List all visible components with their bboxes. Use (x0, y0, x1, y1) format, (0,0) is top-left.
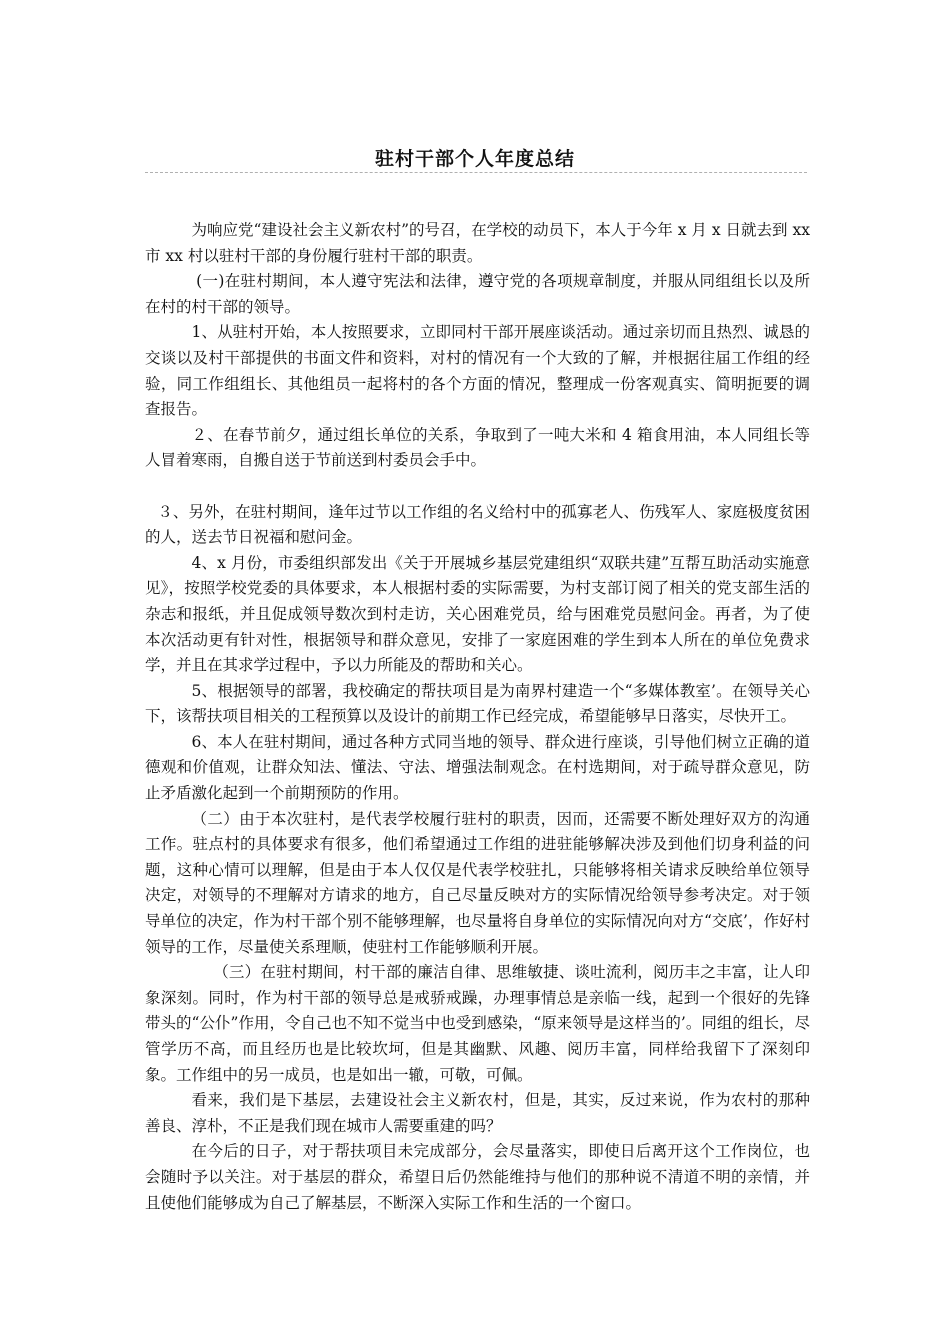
paragraph-item-6: 6、本人在驻村期间，通过各种方式同当地的领导、群众进行座谈，引导他们树立正确的道德观和价值观，让群众知法、懂法、守法、增强法制观念。在村选期间，对于疏导群众意见，防止矛盾激化起到一个前期预防的作用。 (145, 732, 810, 803)
paragraph-item-4: 4、x 月份，市委组织部发出《关于开展城乡基层党建组织“双联共建”互帮互助活动实施意见》，按照学校党委的具体要求，本人根据村委的实际需要，为村支部订阅了相关的党支部生活的杂志和报纸，并且促成领导数次到村走访，关心困难党员，给与困难党员慰问金。再者，为了使本次活动更有针对性，根据领导和群众意见，安排了一家庭困难的学生到本人所在的单位免费求学，并且在其求学过程中，予以力所能及的帮助和关心。 (145, 553, 810, 675)
paragraph-section-2: （二）由于本次驻村，是代表学校履行驻村的职责，因而，还需要不断处理好双方的沟通工作。驻点村的具体要求有很多，他们希望通过工作组的进驻能够解决涉及到他们切身利益的问题，这种心情可以理解，但是由于本人仅仅是代表学校驻扎，只能够将相关请求反映给单位领导决定，对领导的不理解对方请求的地方，自己尽量反映对方的实际情况给领导参考决定。对于领导单位的决定，作为村干部个别不能够理解，也尽量将自身单位的实际情况向对方“交底’，作好村领导的工作，尽量使关系理顺，使驻村工作能够顺利开展。 (145, 809, 810, 956)
paragraph-intro: 为响应党“建设社会主义新农村”的号召，在学校的动员下，本人于今年 x 月 x 日就去到 xx 市 xx 村以驻村干部的身份履行驻村干部的职责。 (145, 221, 810, 265)
document-body (145, 218, 810, 1216)
paragraph-item-2: ２、在春节前夕，通过组长单位的关系，争取到了一吨大米和 4 箱食用油，本人同组长等人冒着寒雨，自搬自送于节前送到村委员会手中。 (145, 425, 810, 470)
paragraph-conclusion: 在今后的日子，对于帮扶项目未完成部分，会尽量落实，即使日后离开这个工作岗位，也会随时予以关注。对于基层的群众，希望日后仍然能维持与他们的那种说不清道不明的亲情，并且使他们能够成为自己了解基层，不断深入实际工作和生活的一个窗口。 (145, 1142, 810, 1212)
paragraph-reflection: 看来，我们是下基层，去建设社会主义新农村，但是，其实，反过来说，作为农村的那种善良、淳朴，不正是我们现在城市人需要重建的吗？ (145, 1091, 810, 1135)
paragraph-item-3: ３、另外，在驻村期间，逢年过节以工作组的名义给村中的孤寡老人、伤残军人、家庭极度贫困的人，送去节日祝福和慰问金。 (145, 502, 810, 547)
document-title: 驻村干部个人年度总结 (374, 148, 575, 170)
paragraph-section-1: (一)在驻村期间，本人遵守宪法和法律，遵守党的各项规章制度，并服从同组组长以及所在村的村干部的领导。 (145, 272, 810, 316)
paragraph-item-5: 5、根据领导的部署，我校确定的帮扶项目是为南界村建造一个“多媒体教室’。在领导关心下，该帮扶项目相关的工程预算以及设计的前期工作已经完成，希望能够早日落实，尽快开工。 (145, 681, 810, 726)
paragraph-section-3: （三）在驻村期间，村干部的廉洁自律、思维敏捷、谈吐流利，阅历丰之丰富，让人印象深刻。同时，作为村干部的领导总是戒骄戒躁，办理事情总是亲临一线，起到一个很好的先锋带头的“公仆”作用，令自己也不知不觉当中也受到感染，“原来领导是这样当的’。同组的组长，尽管学历不高，而且经历也是比较坎坷，但是其幽默、风趣、阅历丰富，同样给我留下了深刻印象。工作组中的另一成员，也是如出一辙，可敬，可佩。 (145, 963, 810, 1084)
title-divider (145, 172, 807, 173)
paragraph-item-1: 1、从驻村开始，本人按照要求，立即同村干部开展座谈活动。通过亲切而且热烈、诚恳的交谈以及村干部提供的书面文件和资料，对村的情况有一个大致的了解，并根据往届工作组的经验，同工作组组长、其他组员一起将村的各个方面的情况，整理成一份客观真实、简明扼要的调查报告。 (145, 323, 810, 419)
paragraph-gap (145, 474, 810, 500)
